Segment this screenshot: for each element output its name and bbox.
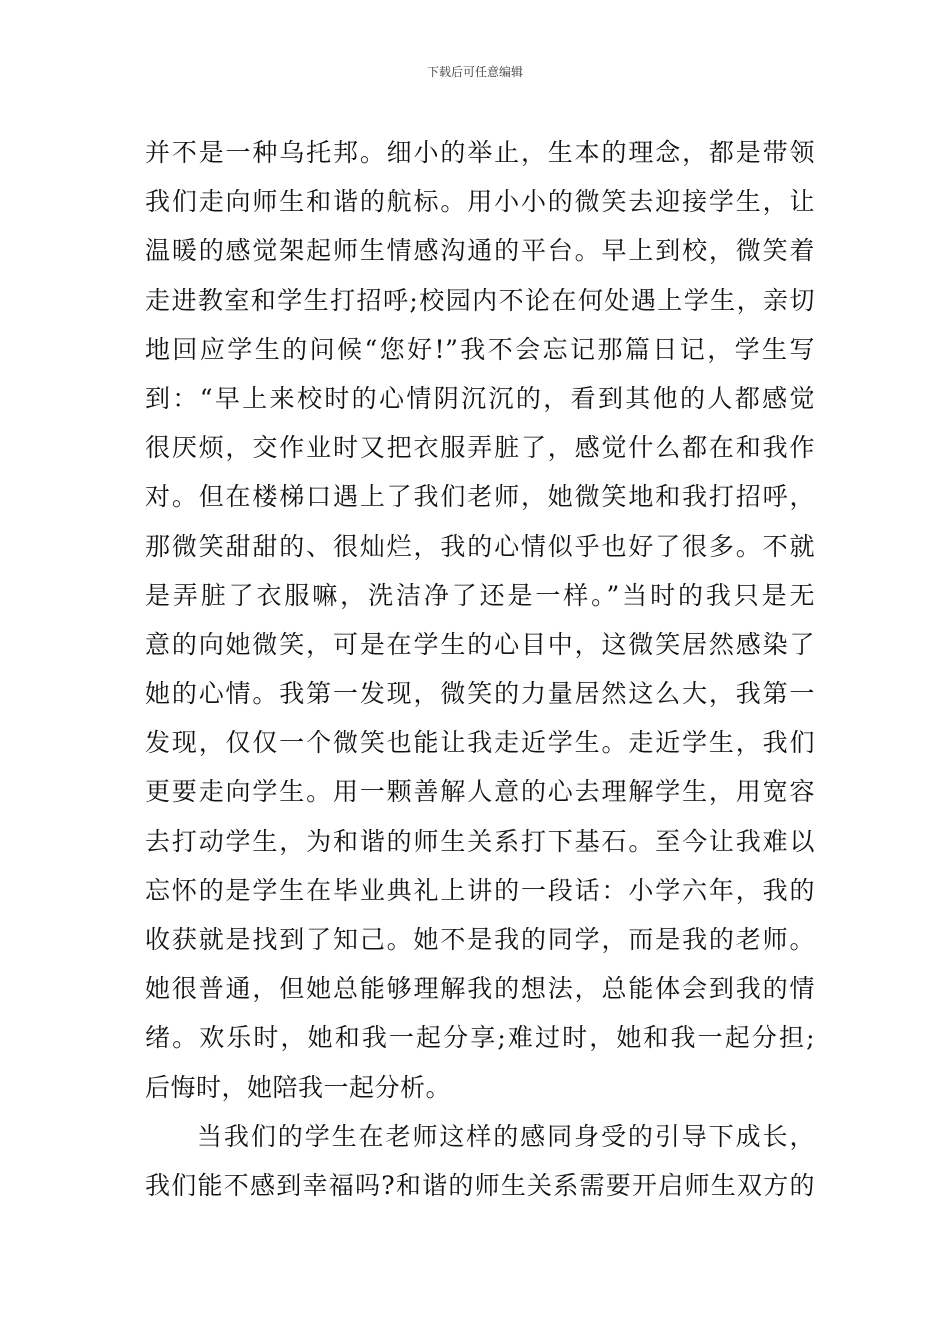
text-line: 当我们的学生在老师这样的感同身受的引导下成长， bbox=[197, 1121, 815, 1151]
paragraph-2 bbox=[145, 1112, 815, 1210]
text-line: 忘怀的是学生在毕业典礼上讲的一段话：小学六年，我的 bbox=[145, 875, 815, 905]
text-line: 她很普通，但她总能够理解我的想法，总能体会到我的情 bbox=[145, 974, 815, 1004]
text-line: 到：“早上来校时的心情阴沉沉的，看到其他的人都感觉 bbox=[145, 383, 815, 413]
text-line: 去打动学生，为和谐的师生关系打下基石。至今让我难以 bbox=[145, 826, 815, 856]
text-line: 她的心情。我第一发现，微笑的力量居然这么大，我第一 bbox=[145, 679, 815, 709]
page-header-note: 下载后可任意编辑 bbox=[426, 65, 523, 79]
text-line: 更要走向学生。用一颗善解人意的心去理解学生，用宽容 bbox=[145, 777, 815, 807]
text-line: 我们能不感到幸福吗?和谐的师生关系需要开启师生双方的 bbox=[145, 1170, 815, 1200]
text-line: 我们走向师生和谐的航标。用小小的微笑去迎接学生，让 bbox=[145, 187, 815, 217]
document-body bbox=[145, 128, 815, 1210]
text-line: 收获就是找到了知己。她不是我的同学，而是我的老师。 bbox=[145, 925, 815, 954]
text-line: 发现，仅仅一个微笑也能让我走近学生。走近学生，我们 bbox=[145, 728, 815, 758]
text-line: 那微笑甜甜的、很灿烂，我的心情似乎也好了很多。不就 bbox=[145, 531, 815, 561]
text-line: 是弄脏了衣服嘛，洗洁净了还是一样。”当时的我只是无 bbox=[145, 580, 815, 610]
paragraph-1 bbox=[145, 128, 815, 1112]
text-line: 并不是一种乌托邦。细小的举止，生本的理念，都是带领 bbox=[145, 138, 815, 167]
text-line: 温暖的感觉架起师生情感沟通的平台。早上到校，微笑着 bbox=[145, 236, 815, 266]
text-line: 对。但在楼梯口遇上了我们老师，她微笑地和我打招呼， bbox=[145, 482, 815, 512]
text-line: 意的向她微笑，可是在学生的心目中，这微笑居然感染了 bbox=[145, 629, 815, 659]
text-line: 后悔时，她陪我一起分析。 bbox=[145, 1072, 452, 1102]
text-line: 地回应学生的问候“您好!”我不会忘记那篇日记，学生写 bbox=[145, 334, 815, 364]
text-line: 绪。欢乐时，她和我一起分享;难过时，她和我一起分担; bbox=[145, 1023, 815, 1053]
text-line: 很厌烦，交作业时又把衣服弄脏了，感觉什么都在和我作 bbox=[145, 433, 815, 463]
text-line: 走进教室和学生打招呼;校园内不论在何处遇上学生，亲切 bbox=[145, 285, 815, 315]
